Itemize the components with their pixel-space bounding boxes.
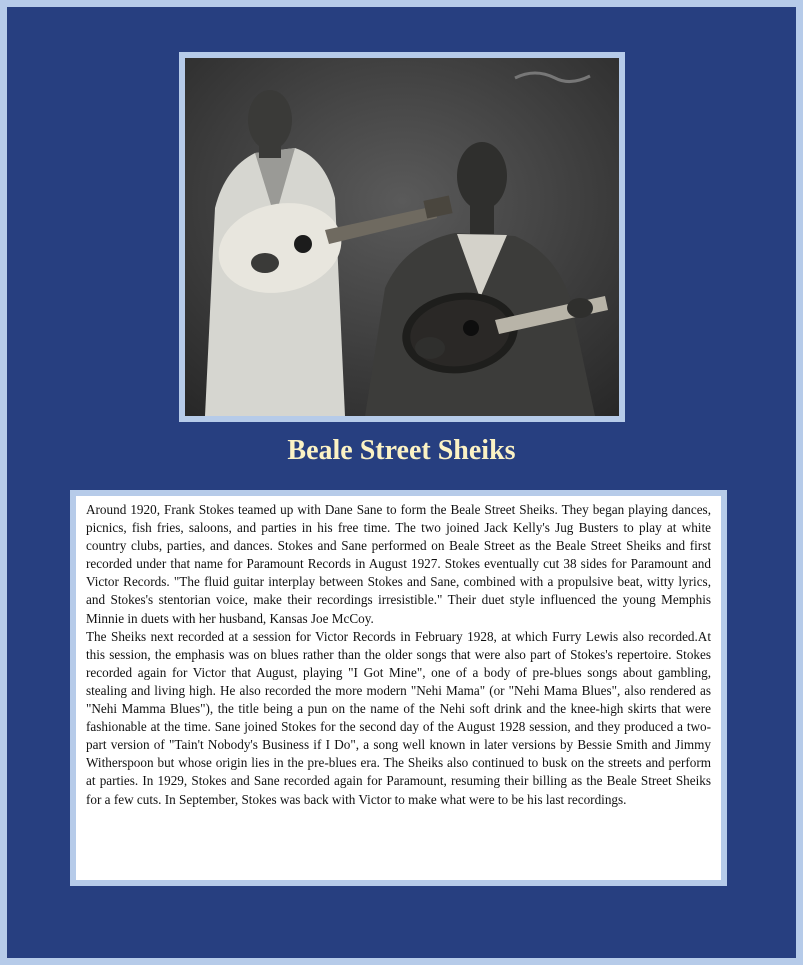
page-title: Beale Street Sheiks (287, 435, 516, 466)
article-text (76, 496, 721, 880)
paragraph-2: The Sheiks next recorded at a session for Victor Records in February 1928, at which Furry Lewis also recorded.At this session, the emphasis was on blues rather than the older songs that were also part of Stokes's repertoire. Stokes recorded again for Victor that August, playing "I Got Mine", one of a body of pre-blues songs about gambling, stealing and living high. He also recorded the more modern "Nehi Mama" (or "Nehi Mama Blues", also rendered as "Nehi Mamma Blues"), the title being a pun on the name of the Nehi soft drink and the knee-high skirts that were fashionable at the time. Sane joined Stokes for the second day of the August 1928 session, and they produced a two-part version of "Tain't Nobody's Business if I Do", a song well known in later versions by Bessie Smith and Jimmy Witherspoon but whose origin lies in the pre-blues era. The Sheiks also continued to busk on the streets and perform at parties. In 1929, Stokes and Sane recorded again for Paramount, resuming their billing as the Beale Street Sheiks for a few cuts. In September, Stokes was back with Victor to make what were to be his last recordings. (86, 628, 711, 807)
band-photo-illustration (185, 58, 619, 416)
text-frame (70, 490, 727, 886)
page-panel (7, 7, 796, 958)
paragraph-1: Around 1920, Frank Stokes teamed up with Dane Sane to form the Beale Street Sheiks. They began playing dances, picnics, fish fries, saloons, and parties in his free time. The two joined Jack Kelly's Jug Busters to play at white country clubs, parties, and dances. Stokes and Sane performed on Beale Street as the Beale Street Sheiks and first recorded under that name for Paramount Records in August 1927. Stokes eventually cut 38 sides for Paramount and Victor Records. "The fluid guitar interplay between Stokes and Sane, combined with a propulsive beat, witty lyrics, and Stokes's stentorian voice, make their recordings irresistible." Their duet style influenced the young Memphis Minnie in duets with her husband, Kansas Joe McCoy. (86, 502, 711, 626)
band-photo (185, 58, 619, 416)
photo-frame (179, 52, 625, 422)
